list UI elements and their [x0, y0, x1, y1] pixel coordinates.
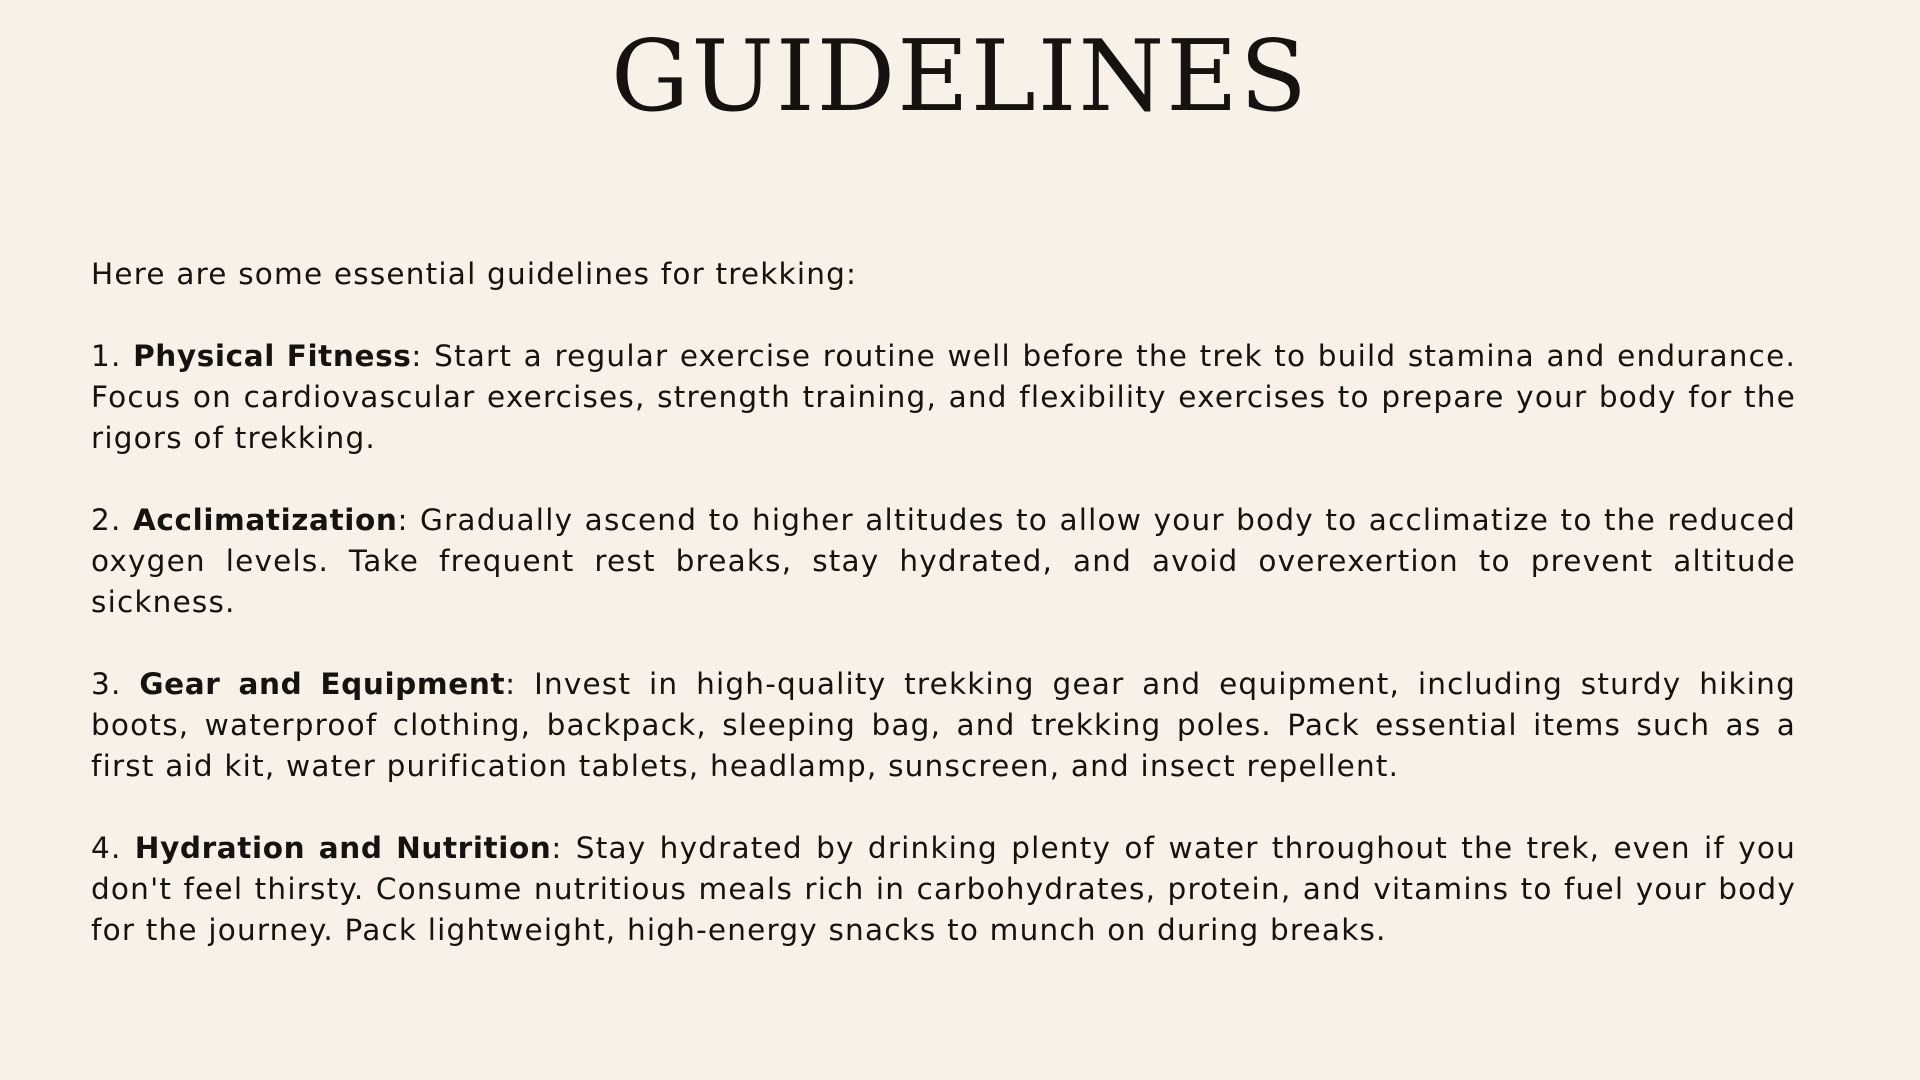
intro-text: Here are some essential guidelines for trekking: — [91, 257, 858, 291]
item-text: : Start a regular exercise routine well before the trek to build stamina and endurance. Focus on cardiovascular exercises, strength training, and flexibility exercises to prepare your body for the rigors of trekking. — [91, 339, 1797, 455]
guideline-item-hydration-and-nutrition — [91, 828, 1796, 951]
guideline-item-acclimatization — [91, 500, 1796, 623]
guidelines-content — [91, 254, 1796, 951]
page-title: GUIDELINES — [611, 20, 1309, 134]
item-heading: Physical Fitness — [133, 339, 412, 373]
item-text: : Stay hydrated by drinking plenty of water throughout the trek, even if you don't feel thirsty. Consume nutritious meals rich in carbohydrates, protein, and vitamins to fuel your body for the journey. Pack lightweight, high-energy snacks to munch on during breaks. — [91, 831, 1796, 947]
item-heading: Hydration and Nutrition — [134, 831, 552, 865]
item-text: : Gradually ascend to higher altitudes to allow your body to acclimatize to the reduced oxygen levels. Take frequent rest breaks, stay hydrated, and avoid overexertion to prevent altitude sickness. — [91, 503, 1797, 619]
item-text: : Invest in high-quality trekking gear and equipment, including sturdy hiking boots, waterproof clothing, backpack, sleeping bag, and trekking poles. Pack essential items such as a first aid kit, water purification tablets, headlamp, sunscreen, and insect repellent. — [91, 667, 1797, 783]
item-number: 4. — [91, 831, 135, 865]
item-number: 3. — [91, 667, 140, 701]
guideline-item-gear-and-equipment — [91, 664, 1796, 787]
item-number: 1. — [91, 339, 134, 373]
item-heading: Acclimatization — [133, 503, 398, 537]
guideline-item-physical-fitness — [91, 336, 1796, 459]
item-number: 2. — [91, 503, 133, 537]
item-heading: Gear and Equipment — [139, 667, 506, 701]
